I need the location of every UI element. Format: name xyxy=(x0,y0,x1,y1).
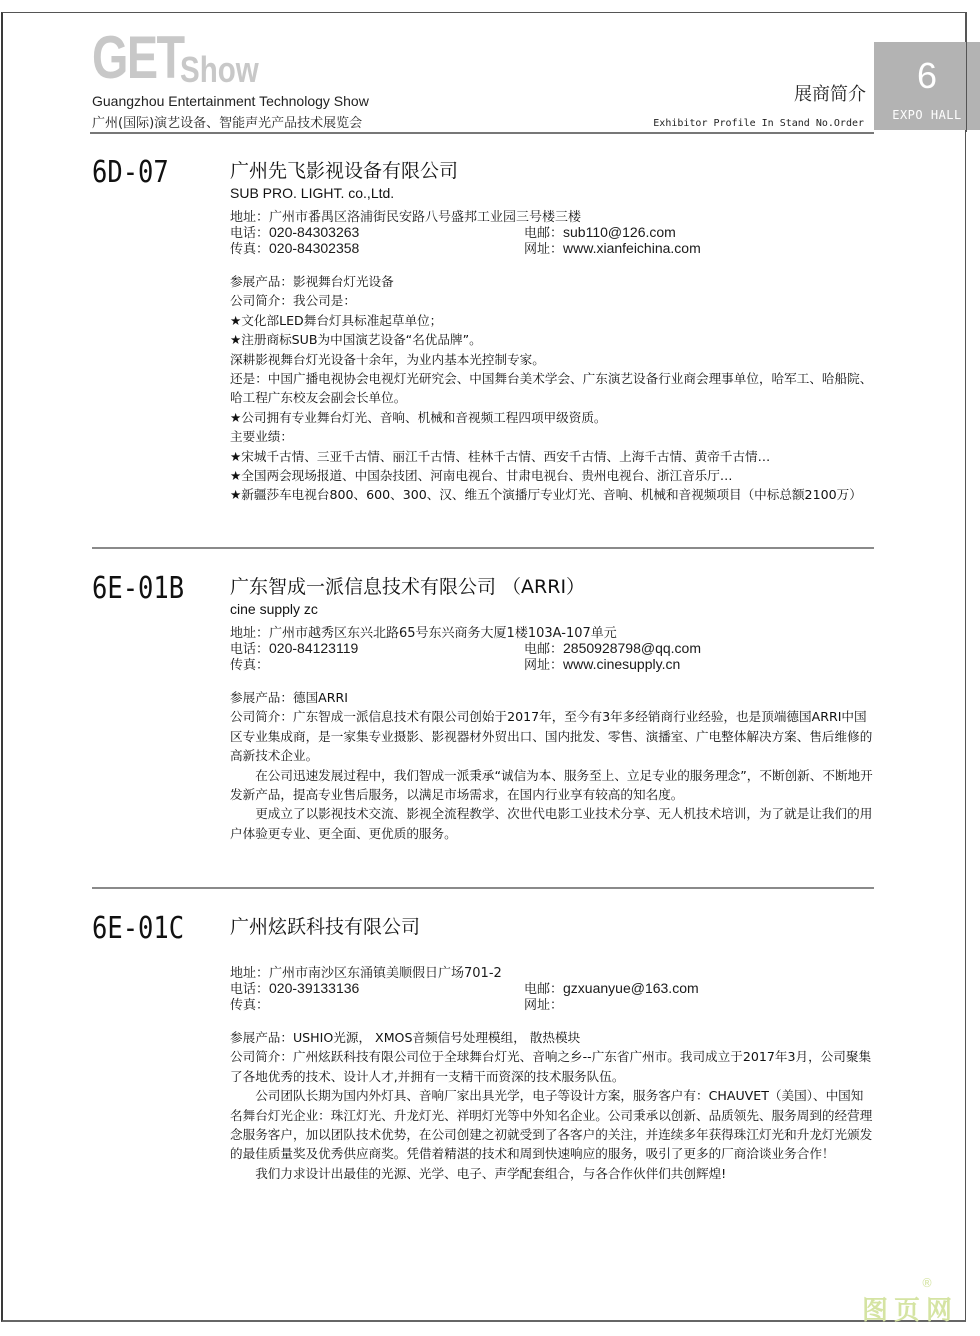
company-name-en: SUB PRO. LIGHT. co.,Ltd. xyxy=(230,185,395,201)
company-name-cn: 广东智成一派信息技术有限公司 （ARRI） xyxy=(230,576,586,598)
logo-show: Show xyxy=(180,49,259,90)
hall-badge xyxy=(874,42,980,130)
email-label: 电邮： xyxy=(524,642,564,657)
email-label: 电邮： xyxy=(524,982,564,997)
phone-value: 020-84303263 xyxy=(269,224,360,240)
company-name-en: cine supply zc xyxy=(230,601,318,617)
company-description xyxy=(230,688,875,843)
products: 参展产品：德国ARRI xyxy=(230,690,348,705)
desc-line: 还是：中国广播电视协会电视灯光研究会、中国舞台美术学会、广东演艺设备行业商会理事单位，哈军工、哈船院、哈工程广东校友会副会长单位。 xyxy=(230,371,873,406)
desc-line: ★公司拥有专业舞台灯光、音响、机械和音视频工程四项甲级资质。 xyxy=(230,409,607,425)
desc-paragraph: 我们力求设计出最佳的光源、光学、电子、声学配套组合，与各合作伙伴们共创辉煌! xyxy=(255,1165,727,1181)
header-rule xyxy=(90,132,874,134)
website-value[interactable]: www.xianfeichina.com xyxy=(563,240,701,256)
company-name-en xyxy=(230,940,875,958)
exhibitor-body xyxy=(230,158,875,505)
website-value[interactable]: www.cinesupply.cn xyxy=(563,656,681,672)
email-label: 电邮： xyxy=(524,226,564,241)
products: 参展产品：影视舞台灯光设备 xyxy=(230,274,394,289)
fax-label: 传真： xyxy=(230,242,270,257)
company-name-cn: 广州炫跃科技有限公司 xyxy=(230,916,421,938)
stand-number: 6D-07 xyxy=(92,155,169,190)
address-label: 地址： xyxy=(230,210,270,225)
stand-number: 6E-01B xyxy=(92,571,185,606)
fax-label: 传真： xyxy=(230,998,270,1013)
desc-paragraph: 更成立了以影视技术交流、影视全流程教学、次世代电影工业技术分享、无人机技术培训，为了就是让我们的用户体验更专业、更全面、更优质的服务。 xyxy=(230,806,873,841)
products: 参展产品：USHIO光源， XMOS音频信号处理模组， 散热模块 xyxy=(230,1030,581,1045)
stand-number: 6E-01C xyxy=(92,911,185,946)
desc-line: 深耕影视舞台灯光设备十余年，为业内基本光控制专家。 xyxy=(230,351,545,367)
desc-paragraph: 公司团队长期为国内外灯具、音响厂家出具光学，电子等设计方案，服务客户有：CHAUVET（美国）、中国知名舞台灯光企业：珠江灯光、升龙灯光、祥明灯光等中外知名企业。公司秉承以创新、品质领先、服务周到的经营理念服务客户，加以团队技术优势，在公司创建之初就受到了各客户的关注，并连续多年获得珠江灯光和升龙灯光颁发的最佳质量奖及优秀供应商奖。凭借着精湛的技术和周到快速响应的服务，吸引了更多的厂商洽谈业务合作！ xyxy=(230,1088,873,1162)
entry-divider xyxy=(92,887,874,889)
phone-label: 电话： xyxy=(230,982,270,997)
fax-label: 传真： xyxy=(230,658,270,673)
fax-value: 020-84302358 xyxy=(269,240,360,256)
desc-paragraph: 在公司迅速发展过程中，我们智成一派秉承“诚信为本、服务至上、立足专业的服务理念”，不断创新、不断地开发新产品，提高专业售后服务，以满足市场需求，在国内行业享有较高的知名度。 xyxy=(230,767,873,803)
company-description xyxy=(230,1028,875,1183)
section-subtitle: Exhibitor Profile In Stand No.Order xyxy=(653,118,864,129)
email-value[interactable]: sub110@126.com xyxy=(563,224,676,240)
desc-paragraph: 公司简介：广州炫跃科技有限公司位于全球舞台灯光、音响之乡--广东省广州市。我司成立于2017年3月，公司聚集了各地优秀的技术、设计人才,并拥有一支精干而资深的技术服务队伍。 xyxy=(230,1049,872,1084)
logo-get: GET xyxy=(92,24,184,91)
website-label: 网址： xyxy=(524,242,564,257)
desc-line: ★全国两会现场报道、中国杂技团、河南电视台、甘肃电视台、贵州电视台、浙江音乐厅… xyxy=(230,468,733,484)
address-label: 地址： xyxy=(230,966,270,981)
hall-label: EXPO HALL xyxy=(892,108,962,122)
website-label: 网址： xyxy=(524,658,564,673)
registered-mark: ® xyxy=(921,1276,933,1290)
watermark-logo: 图页网 xyxy=(862,1296,959,1326)
frame-right-edge xyxy=(966,12,967,132)
phone-value: 020-84123119 xyxy=(269,640,359,656)
contact-block xyxy=(230,966,875,1013)
entry-divider xyxy=(92,547,874,549)
phone-label: 电话： xyxy=(230,642,270,657)
exhibitor-body xyxy=(230,914,875,1183)
contact-block xyxy=(230,626,875,673)
desc-line: 公司简介：我公司是： xyxy=(230,293,356,309)
logo-chinese-name: 广州(国际)演艺设备、智能声光产品技术展览会 xyxy=(92,116,363,131)
company-name-cn: 广州先飞影视设备有限公司 xyxy=(230,160,459,182)
contact-block xyxy=(230,210,875,257)
desc-line: ★文化部LED舞台灯具标准起草单位； xyxy=(230,312,443,328)
website-label: 网址： xyxy=(524,998,564,1013)
desc-line: ★宋城千古情、三亚千古情、丽江千古情、桂林千古情、西安千古情、上海千古情、黄帝千古情… xyxy=(230,448,771,464)
desc-line: 主要业绩： xyxy=(230,429,293,445)
phone-label: 电话： xyxy=(230,226,270,241)
phone-value: 020-39133136 xyxy=(269,980,360,996)
company-description xyxy=(230,272,875,505)
address-label: 地址： xyxy=(230,626,270,641)
exhibitor-body xyxy=(230,574,875,843)
email-value[interactable]: 2850928798@qq.com xyxy=(563,640,701,656)
logo-english-name: Guangzhou Entertainment Technology Show xyxy=(92,93,369,109)
desc-paragraph: 公司简介：广东智成一派信息技术有限公司创始于2017年，至今有3年多经销商行业经验，也是顶端德国ARRI中国区专业集成商，是一家集专业摄影、影视器材外贸出口、国内批发、零售、演播室、广电整体解决方案、售后维修的高新技术企业。 xyxy=(230,709,873,764)
section-title: 展商简介 xyxy=(794,84,866,105)
hall-number: 6 xyxy=(916,55,938,96)
address-value: 广州市越秀区东兴北路65号东兴商务大厦1楼103A-107单元 xyxy=(269,626,617,641)
email-value[interactable]: gzxuanyue@163.com xyxy=(563,980,699,996)
address-value: 广州市南沙区东涌镇美顺假日广场701-2 xyxy=(269,966,502,981)
address-value: 广州市番禺区洛浦街民安路八号盛邦工业园三号楼三楼 xyxy=(269,210,582,225)
desc-line: ★注册商标SUB为中国演艺设备“名优品牌”。 xyxy=(230,332,482,348)
desc-line: ★新疆莎车电视台800、600、300、汉、维五个演播厅专业灯光、音响、机械和音视频项目（中标总额2100万） xyxy=(230,487,862,503)
